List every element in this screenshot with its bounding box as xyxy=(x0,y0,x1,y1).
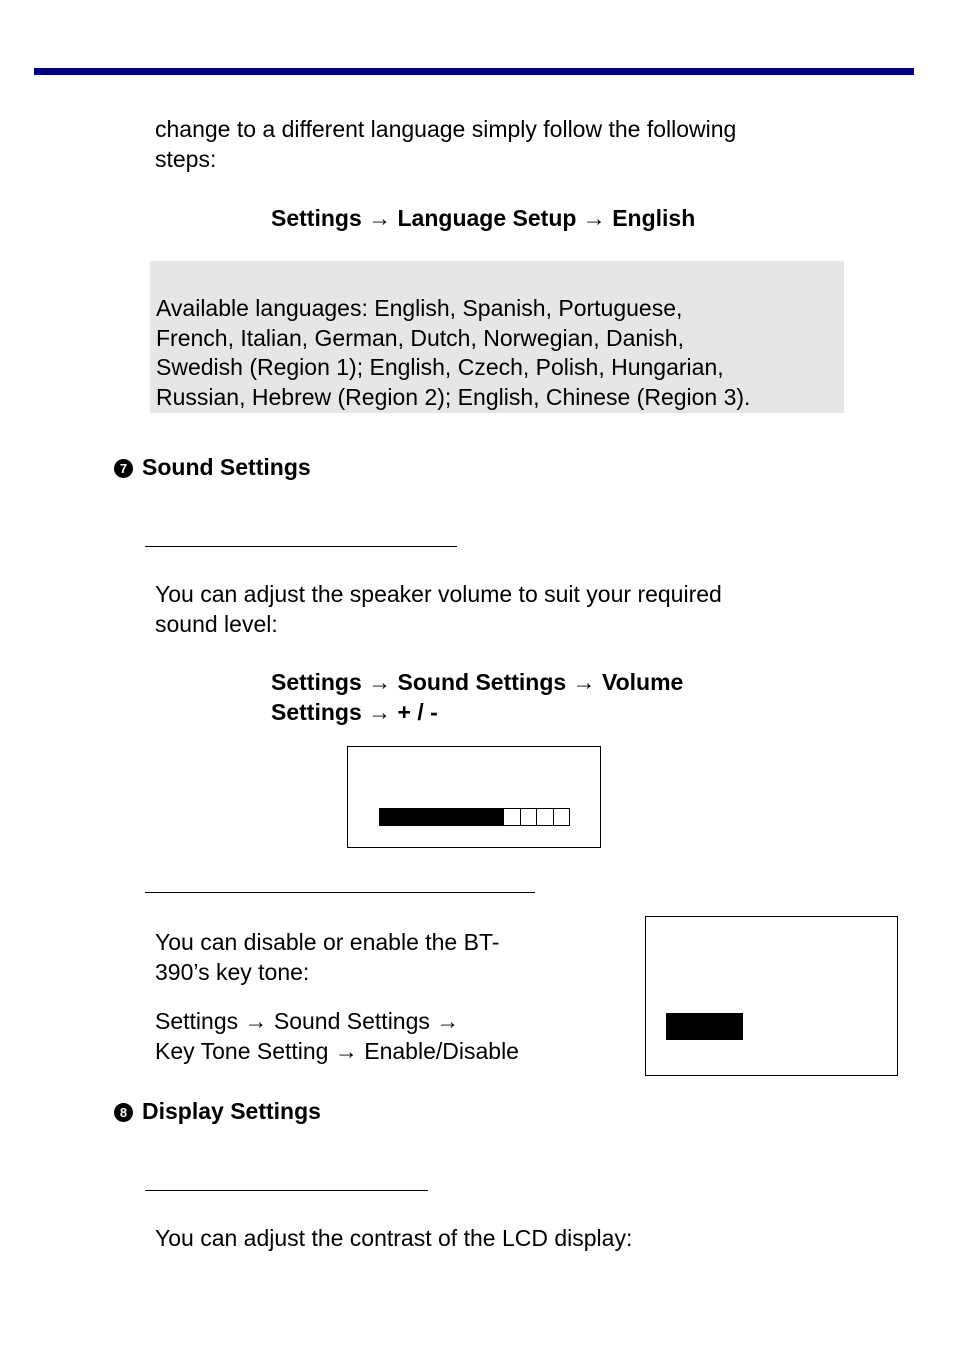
number-8-icon: 8 xyxy=(114,1103,133,1122)
volume-line: You can adjust the speaker volume to suit your required xyxy=(155,581,722,607)
volume-empty-segment xyxy=(536,809,552,825)
intro-line: change to a different language simply follow the following xyxy=(155,116,737,142)
volume-level-bar xyxy=(379,808,570,826)
note-text xyxy=(156,294,842,412)
volume-empty-segment xyxy=(520,809,536,825)
sound-settings-heading xyxy=(114,452,311,482)
volume-subheading-rule xyxy=(145,546,457,547)
keytone-path-line: Key Tone Setting → Enable/Disable xyxy=(155,1038,519,1064)
volume-empty-segment xyxy=(553,809,569,825)
volume-empty-segment xyxy=(503,809,519,825)
contrast-paragraph: You can adjust the contrast of the LCD display: xyxy=(155,1225,633,1251)
volume-level-fill xyxy=(380,809,503,825)
note-line: French, Italian, German, Dutch, Norwegian, Danish, xyxy=(156,324,684,351)
header-rule xyxy=(34,68,914,75)
keytone-line: You can disable or enable the BT- xyxy=(155,929,500,955)
display-settings-heading xyxy=(114,1096,321,1126)
keytone-path-line: Settings → Sound Settings → xyxy=(155,1008,460,1034)
keytone-subheading-rule xyxy=(145,892,535,893)
note-box xyxy=(150,261,844,413)
volume-lcd-screen xyxy=(347,746,601,848)
volume-path-line: Settings → + / - xyxy=(271,699,438,725)
note-line: Swedish (Region 1); English, Czech, Polish, Hungarian, xyxy=(156,354,724,380)
contrast-subheading-rule xyxy=(145,1190,428,1191)
intro-line: steps: xyxy=(155,146,217,172)
note-line: Russian, Hebrew (Region 2); English, Chinese (Region 3). xyxy=(156,383,751,410)
intro-paragraph xyxy=(155,114,855,174)
keytone-paragraph xyxy=(155,927,625,987)
volume-paragraph xyxy=(155,579,855,639)
keytone-selection-highlight xyxy=(666,1013,743,1040)
language-menu-path: Settings → Language Setup → English xyxy=(271,205,696,231)
volume-path-line: Settings → Sound Settings → Volume xyxy=(271,669,684,695)
note-line: Available languages: English, Spanish, Portuguese, xyxy=(156,295,683,321)
number-7-icon: 7 xyxy=(114,459,133,478)
display-settings-title: Display Settings xyxy=(142,1098,321,1124)
volume-line: sound level: xyxy=(155,611,278,637)
keytone-lcd-screen xyxy=(645,916,898,1076)
keytone-menu-path xyxy=(155,1006,625,1066)
keytone-line: 390’s key tone: xyxy=(155,959,310,985)
sound-settings-title: Sound Settings xyxy=(142,454,311,480)
volume-menu-path xyxy=(271,667,683,727)
